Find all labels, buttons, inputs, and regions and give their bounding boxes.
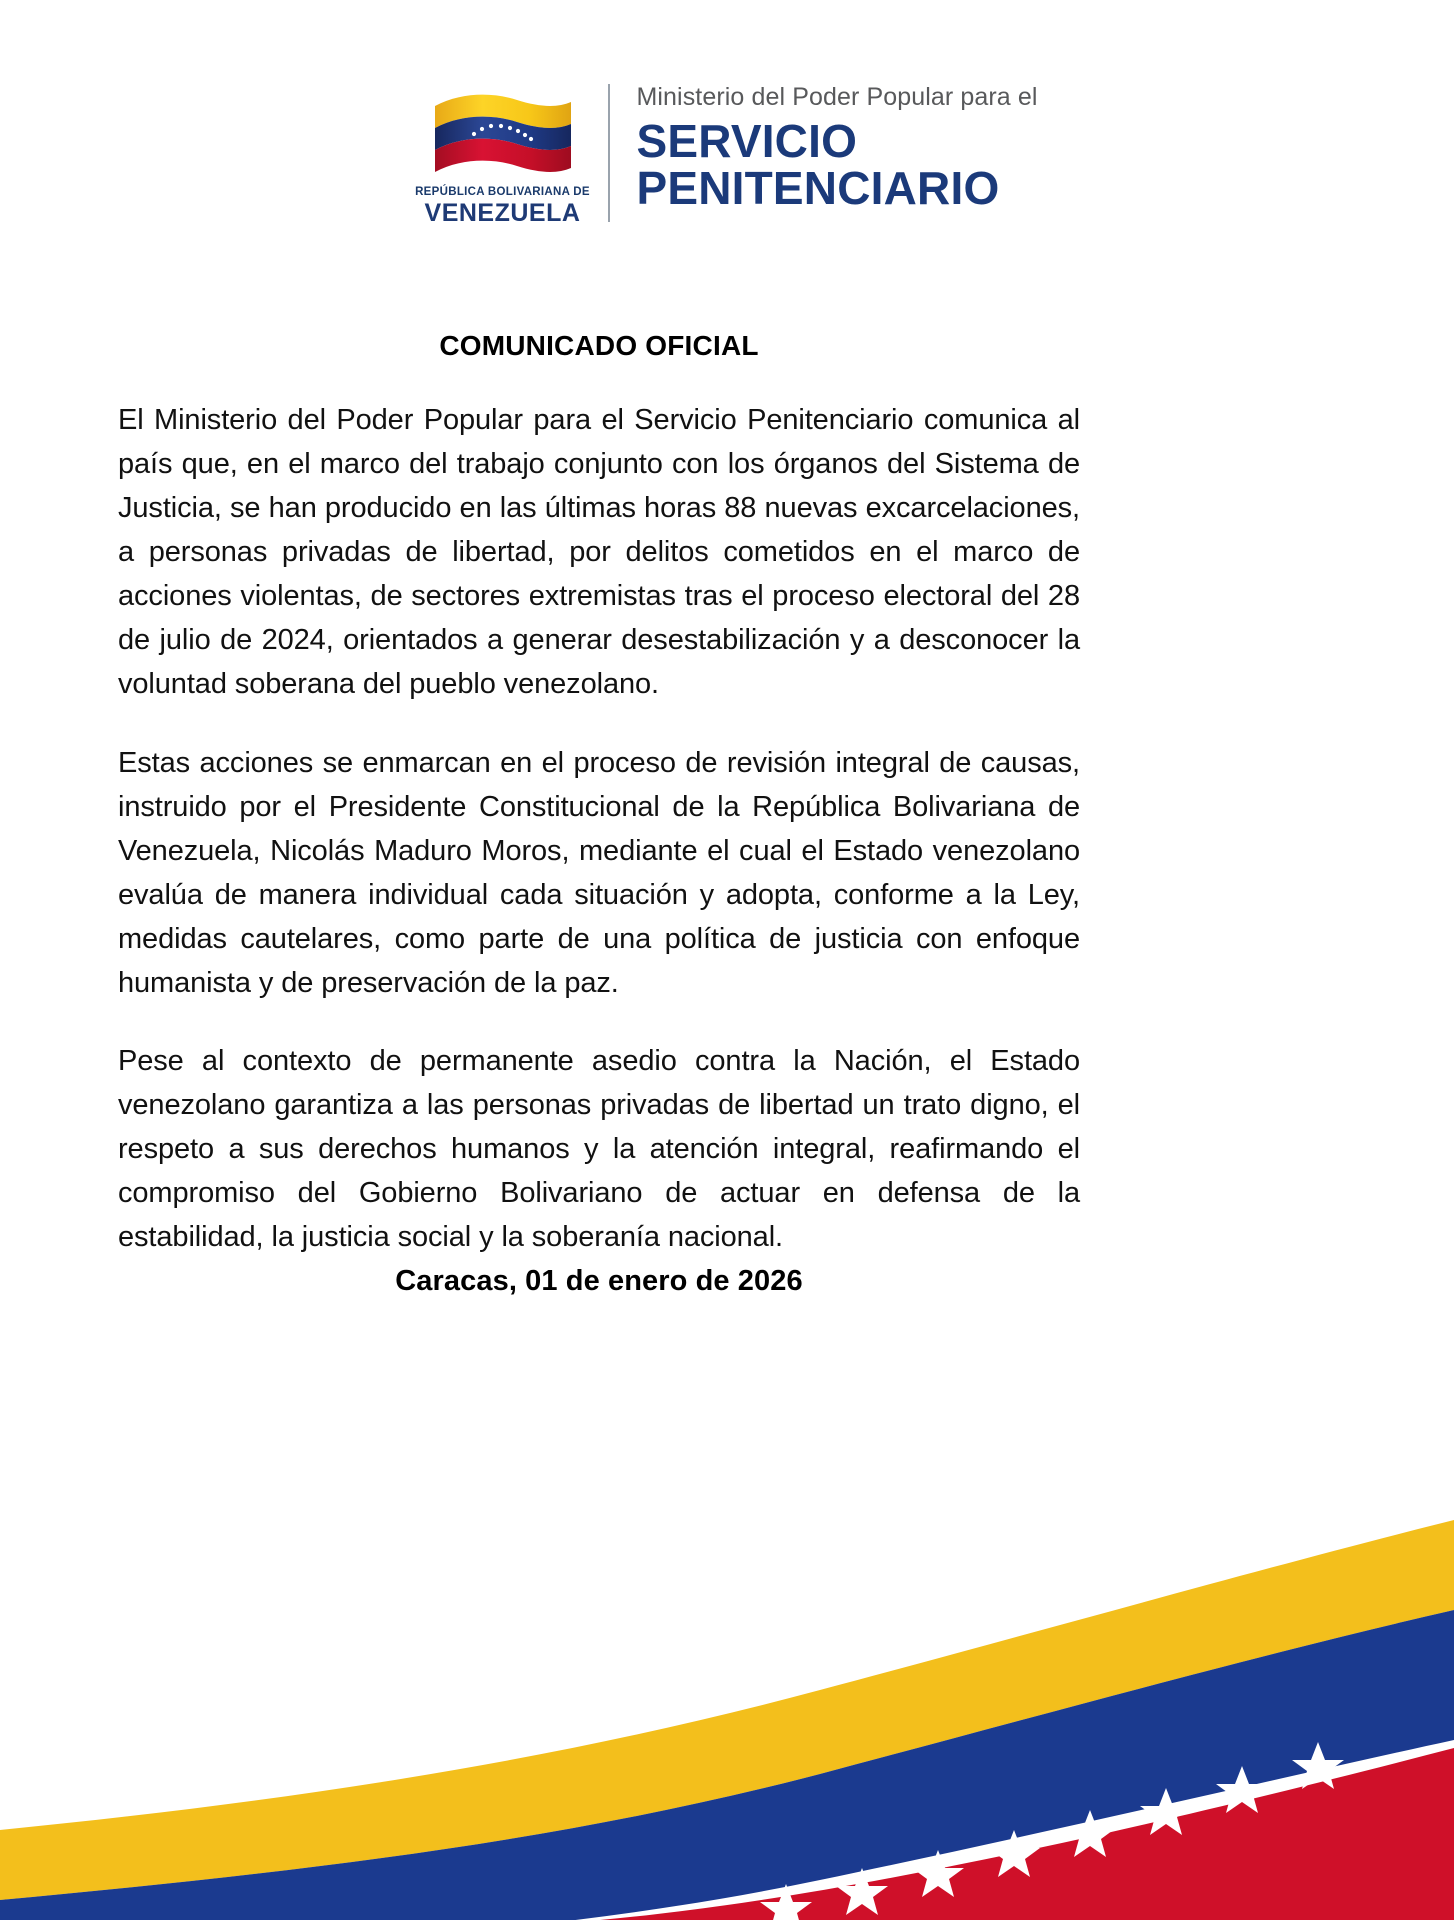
signature-date: Caracas, 01 de enero de 2026 xyxy=(395,1265,803,1298)
flag-caption-republic: REPÚBLICA BOLIVARIANA DE xyxy=(415,186,590,198)
department-line-2: PENITENCIARIO xyxy=(636,162,1000,215)
flag-block xyxy=(416,78,588,228)
ministry-title-block xyxy=(636,78,1037,228)
flag-caption-venezuela: VENEZUELA xyxy=(424,199,581,227)
ministry-logo-lockup xyxy=(416,78,1037,228)
vertical-divider xyxy=(608,84,610,222)
document-header xyxy=(0,78,1454,228)
footer-decoration xyxy=(0,1360,1454,1920)
page-title: COMUNICADO OFICIAL xyxy=(439,330,759,361)
paragraph-1: El Ministerio del Poder Popular para el Servicio Penitenciario comunica al país que, en el marco del trabajo conjunto con los órganos del Sistema de Justicia, se han producido en las últimas horas 88 nuevas excarcelaciones, a personas privadas de libertad, por delitos cometidos en el marco de acciones violentas, de sectores extremistas tras el proceso electoral del 28 de julio de 2024, orientados a generar desestabilización y a desconocer la voluntad soberana del pueblo venezolano. xyxy=(118,404,1080,701)
ministry-name-line: Ministerio del Poder Popular para el xyxy=(636,83,1038,111)
venezuela-flag-icon xyxy=(427,88,577,180)
department-line-1: SERVICIO xyxy=(636,114,858,167)
paragraph-3: Pese al contexto de permanente asedio contra la Nación, el Estado venezolano garantiza a las personas privadas de libertad un trato digno, el respeto a sus derechos humanos y la atención integral, reafirmando el compromiso del Gobierno Bolivariano de actuar en defensa de la estabilidad, la justicia social y la soberanía nacional. xyxy=(118,1045,1080,1254)
document-body xyxy=(118,330,1080,1298)
venezuela-flag-swoosh-icon xyxy=(0,1360,1454,1920)
paragraph-2: Estas acciones se enmarcan en el proceso de revisión integral de causas, instruido por el Presidente Constitucional de la República Bolivariana de Venezuela, Nicolás Maduro Moros, mediante el cual el Estado venezolano evalúa de manera individual cada situación y adopta, conforme a la Ley, medidas cautelares, como parte de una política de justicia con enfoque humanista y de preservación de la paz. xyxy=(118,746,1080,999)
